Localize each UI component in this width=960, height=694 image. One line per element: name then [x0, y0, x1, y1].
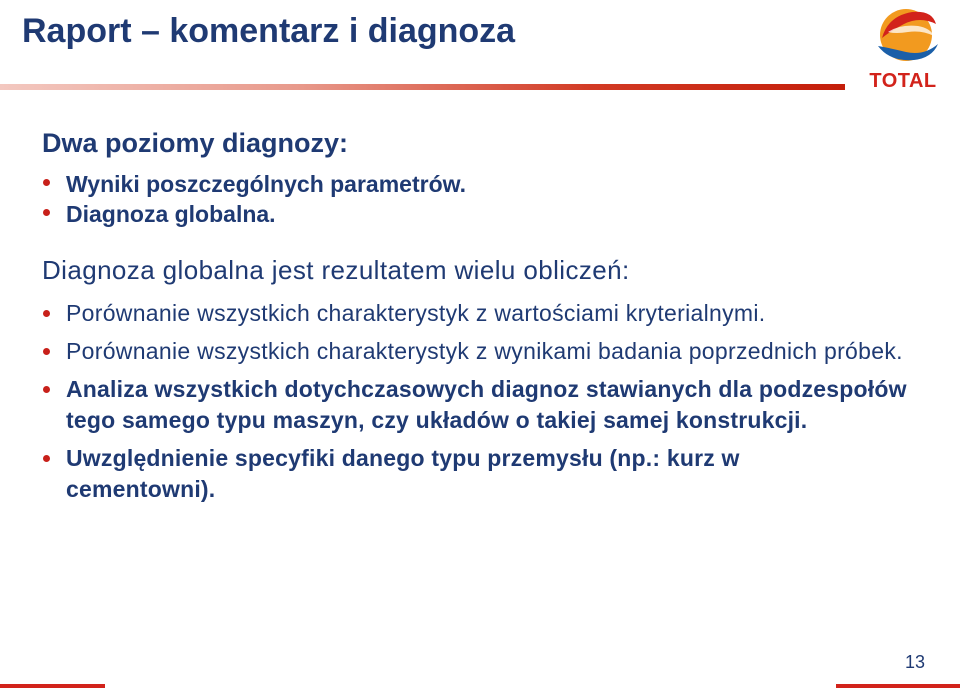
- slide-title: Raport – komentarz i diagnoza: [22, 12, 516, 50]
- list-item-text: Wyniki poszczególnych parametrów.: [66, 171, 467, 197]
- bullet-icon: [43, 179, 50, 186]
- list-item: [42, 298, 846, 329]
- title-underline: [0, 84, 845, 90]
- list-item-text: Diagnoza globalna.: [66, 201, 276, 227]
- list-item: [42, 443, 786, 505]
- bullet-icon: [43, 209, 50, 216]
- section1-list: [42, 169, 942, 229]
- list-item-text: Porównanie wszystkich charakterystyk z wartościami kryterialnymi.: [66, 300, 766, 326]
- bullet-icon: [43, 310, 50, 317]
- bullet-icon: [43, 386, 50, 393]
- bullet-icon: [43, 348, 50, 355]
- section2-heading: Diagnoza globalna jest rezultatem wielu obliczeń:: [42, 255, 630, 285]
- section1-heading: Dwa poziomy diagnozy:: [42, 128, 349, 158]
- footer-rule-left: [0, 684, 105, 688]
- list-item-text: Analiza wszystkich dotychczasowych diagnoz stawianych dla podzespołów tego samego typu maszyn, czy układów o takiej samej konstrukcji.: [66, 376, 907, 433]
- total-logo: [848, 2, 958, 98]
- list-item-text: Uwzględnienie specyfiki danego typu przemysłu (np.: kurz w cementowni).: [66, 445, 740, 502]
- list-item: [42, 374, 946, 436]
- page-number: 13: [905, 652, 926, 672]
- list-item: [42, 336, 926, 367]
- logo-wordmark: TOTAL: [869, 70, 937, 92]
- slide-content: [42, 128, 942, 512]
- footer-rule-right: [836, 684, 960, 688]
- list-item: [42, 169, 942, 199]
- list-item-text: Porównanie wszystkich charakterystyk z wynikami badania poprzednich próbek.: [66, 338, 903, 364]
- list-item: [42, 199, 942, 229]
- bullet-icon: [43, 455, 50, 462]
- section2-list: [42, 298, 942, 505]
- total-logo-icon: [848, 2, 958, 72]
